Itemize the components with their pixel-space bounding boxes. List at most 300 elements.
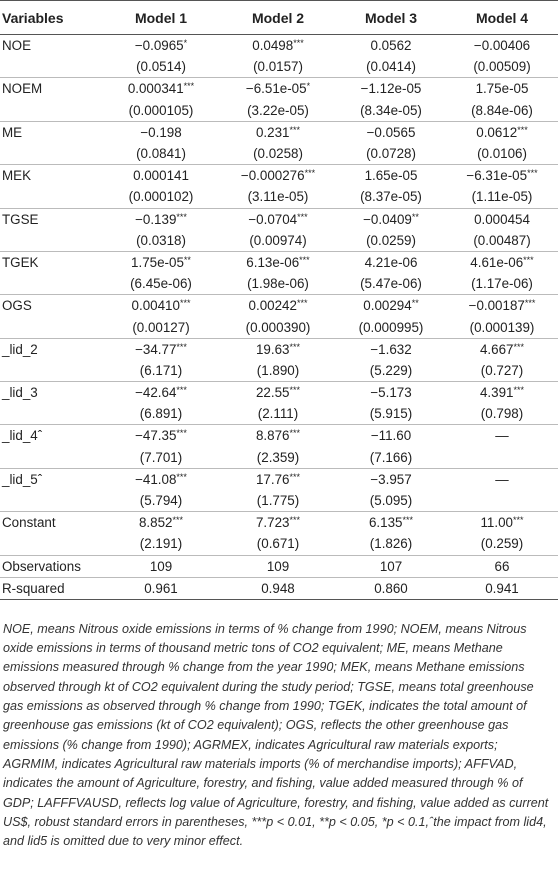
- variable-name-value: NOEM: [2, 81, 43, 97]
- significance-stars: ***: [513, 515, 524, 526]
- empty-cell: [0, 490, 102, 512]
- coefficient-cell-value: 0.000454: [474, 211, 530, 227]
- coefficient-cell-value: −0.0565: [366, 124, 416, 140]
- coefficient-cell: [446, 468, 558, 490]
- standard-error-cell-value: (1.775): [256, 493, 300, 509]
- observations-value-cell-value: 109: [149, 558, 173, 574]
- standard-error-cell-value: (7.166): [369, 449, 413, 465]
- standard-error-cell: [220, 533, 336, 555]
- significance-stars: ***: [297, 211, 308, 222]
- significance-stars: ***: [289, 515, 301, 526]
- standard-error-cell: [220, 100, 336, 122]
- standard-error-cell: [336, 56, 446, 78]
- coefficient-cell-value: 0.231: [255, 124, 290, 140]
- coefficient-cell: [446, 382, 558, 404]
- coefficient-cell: [220, 208, 336, 230]
- standard-error-row: [0, 490, 558, 512]
- significance-stars: ***: [289, 124, 301, 135]
- empty-cell: [0, 533, 102, 555]
- variable-name: [0, 165, 102, 187]
- standard-error-cell: [446, 100, 558, 122]
- coefficient-cell: [336, 165, 446, 187]
- coefficient-cell: [336, 295, 446, 317]
- coefficient-cell: [220, 338, 336, 360]
- standard-error-cell: [220, 143, 336, 165]
- coefficient-cell-value: −0.00187: [468, 298, 525, 314]
- standard-error-cell-value: (5.794): [139, 493, 183, 509]
- significance-stars: **: [411, 298, 419, 309]
- variable-name: [0, 512, 102, 534]
- significance-stars: ***: [527, 168, 538, 179]
- coefficient-cell-value: 8.876: [255, 428, 290, 444]
- standard-error-cell: [446, 230, 558, 252]
- standard-error-cell-value: (6.891): [139, 406, 183, 422]
- standard-error-cell: [336, 403, 446, 425]
- significance-stars: ***: [304, 168, 316, 179]
- standard-error-cell: [102, 490, 220, 512]
- coefficient-cell-value: 6.13e-06: [246, 254, 300, 270]
- standard-error-cell: [336, 447, 446, 469]
- coefficient-cell: [446, 165, 558, 187]
- standard-error-cell-value: (0.0728): [366, 146, 416, 162]
- coefficient-cell-value: 17.76: [255, 471, 290, 487]
- coefficient-cell: [102, 295, 220, 317]
- coefficient-cell: [102, 512, 220, 534]
- variable-name-value: Constant: [2, 515, 56, 531]
- coefficient-cell-value: 0.00294: [363, 298, 412, 314]
- coefficient-cell-value: 1.75e-05: [475, 81, 529, 97]
- observations-value-cell: [220, 555, 336, 577]
- header-model-3: Model 3: [336, 1, 446, 35]
- significance-stars: ***: [176, 341, 187, 352]
- significance-stars: **: [411, 211, 419, 222]
- observations-label-value: Observations: [2, 558, 81, 574]
- standard-error-cell-value: (3.11e-05): [247, 189, 309, 205]
- variable-name-value: _lid_3: [2, 385, 38, 401]
- coefficient-cell: [220, 165, 336, 187]
- coefficient-cell: [336, 512, 446, 534]
- rsquared-value-cell-value: 0.948: [261, 580, 295, 596]
- coefficient-cell: [446, 208, 558, 230]
- variable-name: [0, 382, 102, 404]
- header-variables: Variables: [0, 1, 102, 35]
- standard-error-cell-value: (0.0841): [136, 146, 186, 162]
- standard-error-cell-value: (1.17e-06): [471, 276, 533, 292]
- coefficient-cell: [336, 35, 446, 57]
- coefficient-cell: [446, 295, 558, 317]
- coefficient-cell: [336, 338, 446, 360]
- variable-name-value: _lid_2: [2, 341, 38, 357]
- coefficient-cell: [336, 208, 446, 230]
- table-row: [0, 338, 558, 360]
- standard-error-cell: [102, 273, 220, 295]
- significance-stars: ***: [296, 298, 308, 309]
- coefficient-cell: [102, 468, 220, 490]
- standard-error-cell: [336, 186, 446, 208]
- standard-error-row: [0, 100, 558, 122]
- standard-error-cell: [336, 316, 446, 338]
- standard-error-cell: [446, 403, 558, 425]
- table-row: [0, 382, 558, 404]
- significance-stars: ***: [299, 254, 310, 265]
- standard-error-cell-value: (0.000390): [245, 319, 311, 335]
- standard-error-cell-value: (2.359): [256, 449, 300, 465]
- header-model-1: Model 1: [102, 1, 220, 35]
- coefficient-cell-value: —: [495, 428, 509, 444]
- coefficient-cell: [220, 468, 336, 490]
- coefficient-cell-value: 0.000141: [133, 168, 189, 184]
- coefficient-cell: [220, 251, 336, 273]
- coefficient-cell: [220, 512, 336, 534]
- standard-error-cell: [336, 143, 446, 165]
- coefficient-cell: [446, 78, 558, 100]
- significance-stars: ***: [517, 124, 528, 135]
- coefficient-cell: [446, 121, 558, 143]
- rsquared-label: [0, 577, 102, 599]
- significance-stars: ***: [523, 254, 534, 265]
- coefficient-cell-value: 4.667: [479, 341, 514, 357]
- coefficient-cell-value: −47.35: [135, 428, 177, 444]
- standard-error-cell: [102, 56, 220, 78]
- coefficient-cell-value: 0.00242: [248, 298, 297, 314]
- rsquared-value-cell-value: 0.860: [374, 580, 408, 596]
- significance-stars: ***: [172, 515, 184, 526]
- coefficient-cell-value: 0.0612: [476, 124, 518, 140]
- observations-value-cell: [336, 555, 446, 577]
- coefficient-cell-value: 7.723: [255, 515, 290, 531]
- coefficient-cell: [102, 251, 220, 273]
- coefficient-cell: [102, 208, 220, 230]
- variable-name-value: _lid_5ˆ: [2, 471, 43, 487]
- significance-stars: ***: [179, 298, 191, 309]
- observations-row: [0, 555, 558, 577]
- variable-name-value: MEK: [2, 168, 32, 184]
- standard-error-cell-value: (1.890): [256, 362, 300, 378]
- variable-name-value: NOE: [2, 38, 32, 54]
- standard-error-cell: [446, 56, 558, 78]
- significance-stars: ***: [183, 81, 195, 92]
- standard-error-row: [0, 403, 558, 425]
- coefficient-cell: [102, 78, 220, 100]
- coefficient-cell: [336, 425, 446, 447]
- standard-error-cell: [336, 273, 446, 295]
- observations-value-cell: [102, 555, 220, 577]
- significance-stars: ***: [289, 385, 301, 396]
- standard-error-cell-value: (0.798): [480, 406, 524, 422]
- coefficient-cell: [336, 251, 446, 273]
- table-notes: NOE, means Nitrous oxide emissions in terms of % change from 1990; NOEM, means Nitrous oxide emissions in terms of thousand metric tons of CO2 equivalent; ME, means Methane emissions measured through % change from the year 1990; MEK, means Methane emissions observed through kt of CO2 equivalent during the study period; TGSE, means total greenhouse gas emissions as observed through % change from 1990; TGEK, indicates the total amount of greenhouse gas emissions (kt of CO2 equivalent); OGS, reflects the other greenhouse gas emissions (% change from 1990); AGRMEX, indicates Agricultural raw materials exports; AGRMIM, indicates Agricultural raw materials imports (% of merchandise imports); AFFVAD, indicates the amount of Agriculture, forestry, and fishing, value added measured through % of GDP; LAFFFVAUSD, reflects log value of Agriculture, forestry, and fishing, value added as current US$, robust standard errors in parentheses, ***p < 0.01, **p < 0.05, *p < 0.1,ˆthe impact from lid4, and lid5 is omitted due to very minor effect.: [3, 621, 549, 849]
- coefficient-cell-value: −3.957: [370, 471, 412, 487]
- coefficient-cell: [102, 382, 220, 404]
- observations-value-cell-value: 66: [494, 558, 510, 574]
- coefficient-cell-value: −0.198: [140, 124, 182, 140]
- standard-error-cell-value: (0.000995): [358, 319, 424, 335]
- standard-error-cell: [446, 447, 558, 469]
- coefficient-cell-value: −6.31e-05: [466, 168, 528, 184]
- standard-error-cell: [446, 143, 558, 165]
- empty-cell: [0, 186, 102, 208]
- table-row: [0, 208, 558, 230]
- standard-error-cell-value: (5.095): [369, 493, 413, 509]
- variable-name: [0, 35, 102, 57]
- table-row: [0, 35, 558, 57]
- coefficient-cell-value: −42.64: [135, 385, 177, 401]
- variable-name: [0, 338, 102, 360]
- standard-error-cell-value: (2.191): [139, 536, 183, 552]
- standard-error-cell: [220, 56, 336, 78]
- coefficient-cell: [220, 121, 336, 143]
- coefficient-cell-value: −0.0965: [134, 38, 184, 54]
- coefficient-cell: [446, 512, 558, 534]
- standard-error-cell: [220, 316, 336, 338]
- standard-error-cell-value: (0.0414): [366, 59, 416, 75]
- coefficient-cell-value: 19.63: [255, 341, 290, 357]
- variable-name: [0, 251, 102, 273]
- variable-name-value: OGS: [2, 298, 32, 314]
- standard-error-cell: [220, 186, 336, 208]
- table-row: [0, 251, 558, 273]
- coefficient-cell-value: −5.173: [370, 385, 412, 401]
- standard-error-cell-value: (0.000139): [469, 319, 535, 335]
- significance-stars: ***: [289, 428, 301, 439]
- coefficient-cell-value: −0.0409: [363, 211, 412, 227]
- coefficient-cell: [220, 295, 336, 317]
- significance-stars: *: [183, 38, 188, 49]
- standard-error-row: [0, 143, 558, 165]
- coefficient-cell: [446, 35, 558, 57]
- observations-value-cell-value: 109: [266, 558, 290, 574]
- standard-error-cell-value: (8.34e-05): [360, 102, 422, 118]
- significance-stars: ***: [176, 211, 187, 222]
- standard-error-cell: [102, 533, 220, 555]
- coefficient-cell-value: 4.21e-06: [364, 254, 418, 270]
- standard-error-cell-value: (0.0157): [253, 59, 303, 75]
- standard-error-cell-value: (0.0258): [253, 146, 303, 162]
- standard-error-cell: [336, 360, 446, 382]
- coefficient-cell-value: —: [495, 471, 509, 487]
- standard-error-cell-value: (0.671): [256, 536, 300, 552]
- coefficient-cell-value: 4.391: [479, 385, 514, 401]
- rsquared-value-cell-value: 0.961: [144, 580, 178, 596]
- standard-error-cell-value: (0.259): [480, 536, 524, 552]
- standard-error-cell-value: (0.00509): [473, 59, 531, 75]
- variable-name-value: _lid_4ˆ: [2, 428, 43, 444]
- empty-cell: [0, 100, 102, 122]
- variable-name-value: ME: [2, 124, 23, 140]
- standard-error-cell-value: (5.47e-06): [360, 276, 422, 292]
- rsquared-value-cell-value: 0.941: [485, 580, 519, 596]
- table-row: [0, 468, 558, 490]
- coefficient-cell-value: 4.61e-06: [470, 254, 524, 270]
- standard-error-cell-value: (0.0318): [136, 232, 186, 248]
- coefficient-cell: [220, 78, 336, 100]
- empty-cell: [0, 403, 102, 425]
- coefficient-cell-value: −34.77: [135, 341, 177, 357]
- observations-value-cell: [446, 555, 558, 577]
- coefficient-cell-value: 0.0562: [370, 38, 412, 54]
- observations-value-cell-value: 107: [379, 558, 403, 574]
- coefficient-cell: [446, 338, 558, 360]
- empty-cell: [0, 273, 102, 295]
- standard-error-row: [0, 273, 558, 295]
- standard-error-cell-value: (7.701): [139, 449, 183, 465]
- variable-name-value: TGEK: [2, 254, 39, 270]
- rsquared-value-cell: [220, 577, 336, 599]
- coefficient-cell-value: −0.139: [135, 211, 177, 227]
- standard-error-cell: [102, 100, 220, 122]
- standard-error-row: [0, 56, 558, 78]
- standard-error-cell-value: (6.171): [139, 362, 183, 378]
- variable-name: [0, 295, 102, 317]
- rsquared-label-value: R-squared: [2, 580, 65, 596]
- significance-stars: ***: [513, 341, 525, 352]
- coefficient-cell-value: −1.12e-05: [360, 81, 422, 97]
- standard-error-cell: [446, 360, 558, 382]
- coefficient-cell-value: 8.852: [138, 515, 173, 531]
- table-row: [0, 165, 558, 187]
- standard-error-row: [0, 316, 558, 338]
- coefficient-cell: [220, 425, 336, 447]
- significance-stars: ***: [293, 38, 304, 49]
- standard-error-cell: [220, 230, 336, 252]
- table-row: [0, 425, 558, 447]
- standard-error-cell-value: (1.11e-05): [471, 189, 533, 205]
- standard-error-row: [0, 447, 558, 469]
- standard-error-cell-value: (0.0259): [366, 232, 416, 248]
- standard-error-cell: [220, 447, 336, 469]
- significance-stars: **: [183, 254, 191, 265]
- significance-stars: ***: [176, 471, 187, 482]
- standard-error-cell: [446, 186, 558, 208]
- significance-stars: ***: [524, 298, 536, 309]
- standard-error-cell: [102, 360, 220, 382]
- standard-error-cell: [336, 230, 446, 252]
- coefficient-cell: [220, 35, 336, 57]
- coefficient-cell-value: −6.51e-05: [245, 81, 307, 97]
- coefficient-cell: [102, 165, 220, 187]
- standard-error-row: [0, 186, 558, 208]
- coefficient-cell: [102, 425, 220, 447]
- coefficient-cell: [102, 338, 220, 360]
- significance-stars: ***: [289, 471, 301, 482]
- standard-error-row: [0, 230, 558, 252]
- coefficient-cell: [446, 425, 558, 447]
- standard-error-cell: [102, 403, 220, 425]
- standard-error-cell: [220, 273, 336, 295]
- significance-stars: ***: [289, 341, 301, 352]
- standard-error-cell-value: (0.000105): [128, 102, 194, 118]
- standard-error-cell-value: (5.229): [369, 362, 413, 378]
- standard-error-cell: [220, 490, 336, 512]
- variable-name-value: TGSE: [2, 211, 39, 227]
- coefficient-cell-value: 22.55: [255, 385, 290, 401]
- standard-error-cell-value: (2.111): [257, 406, 299, 422]
- rsquared-row: [0, 577, 558, 599]
- standard-error-cell-value: (0.727): [480, 362, 524, 378]
- standard-error-cell: [102, 230, 220, 252]
- observations-label: [0, 555, 102, 577]
- coefficient-cell: [336, 468, 446, 490]
- standard-error-cell-value: (0.000102): [128, 189, 194, 205]
- rsquared-value-cell: [336, 577, 446, 599]
- coefficient-cell: [336, 78, 446, 100]
- standard-error-cell: [102, 186, 220, 208]
- standard-error-cell: [446, 490, 558, 512]
- standard-error-cell: [336, 100, 446, 122]
- table-row: [0, 121, 558, 143]
- standard-error-cell: [220, 403, 336, 425]
- coefficient-cell-value: −0.00406: [473, 38, 531, 54]
- significance-stars: ***: [513, 385, 525, 396]
- standard-error-row: [0, 360, 558, 382]
- significance-stars: *: [306, 81, 311, 92]
- variable-name: [0, 121, 102, 143]
- standard-error-cell-value: (1.826): [369, 536, 413, 552]
- standard-error-cell: [102, 447, 220, 469]
- standard-error-cell: [446, 533, 558, 555]
- rsquared-value-cell: [446, 577, 558, 599]
- standard-error-cell-value: (3.22e-05): [247, 102, 309, 118]
- empty-cell: [0, 56, 102, 78]
- empty-cell: [0, 143, 102, 165]
- coefficient-cell-value: 11.00: [480, 515, 513, 531]
- standard-error-cell: [336, 490, 446, 512]
- table-header-row: [0, 1, 558, 35]
- standard-error-cell-value: (5.915): [369, 406, 413, 422]
- coefficient-cell-value: −0.000276: [240, 168, 305, 184]
- standard-error-cell-value: (0.00487): [473, 232, 531, 248]
- standard-error-cell-value: (0.0514): [136, 59, 186, 75]
- significance-stars: ***: [176, 428, 187, 439]
- standard-error-cell: [220, 360, 336, 382]
- coefficient-cell-value: 1.75e-05: [131, 254, 184, 270]
- coefficient-cell: [102, 121, 220, 143]
- standard-error-cell-value: (8.84e-06): [471, 102, 533, 118]
- empty-cell: [0, 316, 102, 338]
- empty-cell: [0, 230, 102, 252]
- table-row: [0, 295, 558, 317]
- coefficient-cell: [220, 382, 336, 404]
- standard-error-cell: [102, 143, 220, 165]
- significance-stars: ***: [402, 515, 414, 526]
- standard-error-cell-value: (0.0106): [477, 146, 527, 162]
- standard-error-cell-value: (0.00127): [132, 319, 190, 335]
- coefficient-cell: [336, 121, 446, 143]
- coefficient-cell-value: −11.60: [370, 428, 412, 444]
- coefficient-cell-value: 6.135: [368, 515, 403, 531]
- table-row: [0, 78, 558, 100]
- variable-name: [0, 468, 102, 490]
- coefficient-cell-value: −1.632: [370, 341, 412, 357]
- standard-error-row: [0, 533, 558, 555]
- standard-error-cell: [446, 316, 558, 338]
- coefficient-cell: [336, 382, 446, 404]
- header-model-2: Model 2: [220, 1, 336, 35]
- variable-name: [0, 425, 102, 447]
- variable-name: [0, 78, 102, 100]
- variable-name: [0, 208, 102, 230]
- empty-cell: [0, 360, 102, 382]
- coefficient-cell-value: 1.65e-05: [364, 168, 418, 184]
- coefficient-cell-value: 0.0498: [252, 38, 294, 54]
- rsquared-value-cell: [102, 577, 220, 599]
- standard-error-cell: [446, 273, 558, 295]
- coefficient-cell-value: −41.08: [135, 471, 177, 487]
- standard-error-cell-value: (8.37e-05): [360, 189, 422, 205]
- standard-error-cell-value: (0.00974): [249, 232, 307, 248]
- standard-error-cell: [102, 316, 220, 338]
- empty-cell: [0, 447, 102, 469]
